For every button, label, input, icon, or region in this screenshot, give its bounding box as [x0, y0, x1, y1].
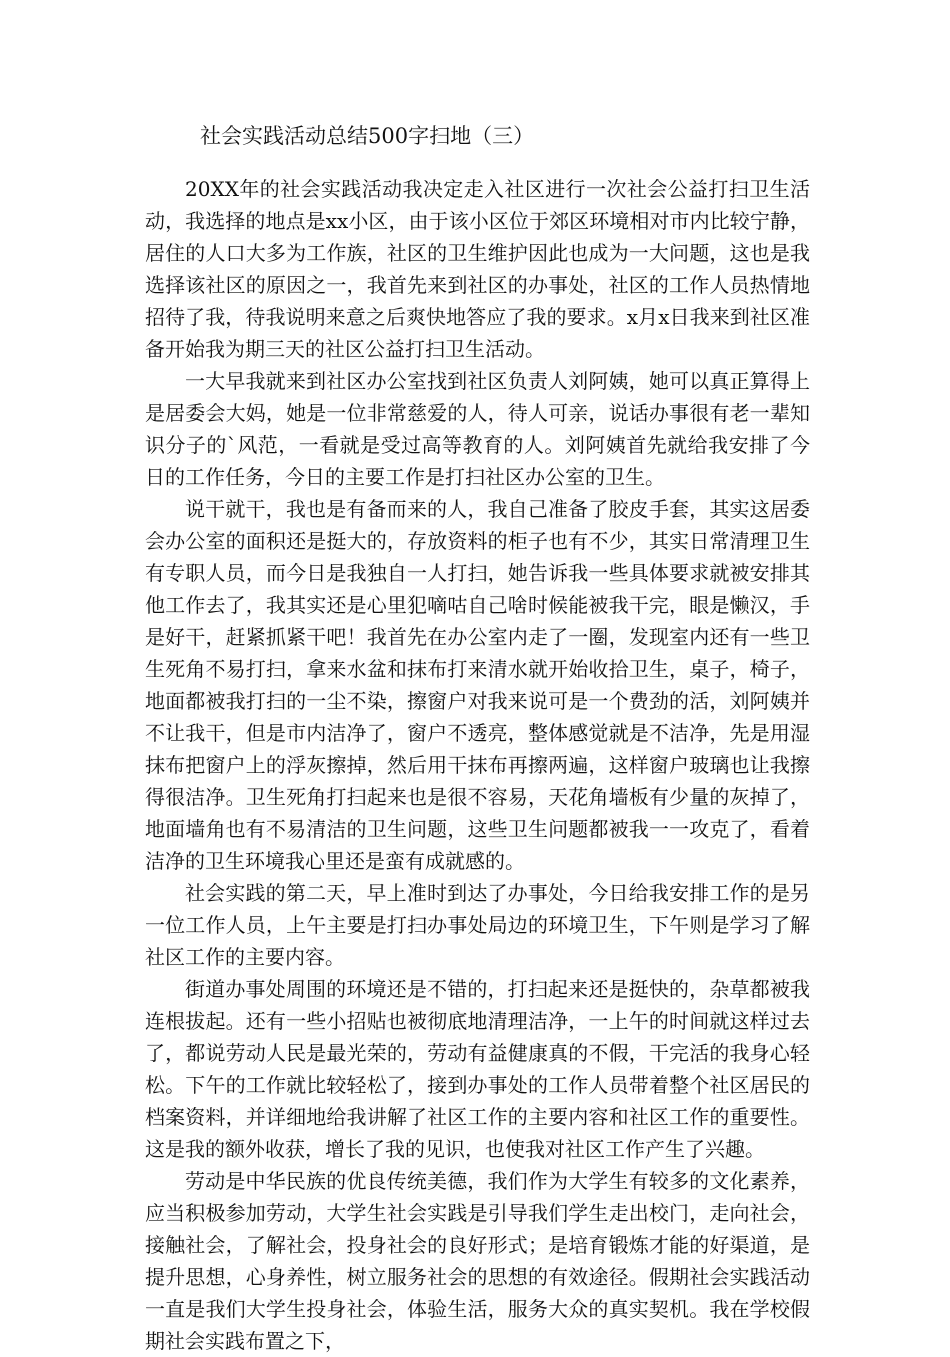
- document-title: 社会实践活动总结500字扫地（三）: [200, 124, 535, 148]
- paragraph-2: 一大早我就来到社区办公室找到社区负责人刘阿姨，她可以真正算得上是居委会大妈，她是一位非常慈爱的人，待人可亲，说话办事很有老一辈知识分子的`风范，一看就是受过高等教育的人。刘阿姨首先就给我安排了今日的工作任务，今日的主要工作是打扫社区办公室的卫生。: [145, 369, 810, 489]
- paragraph-4: 社会实践的第二天，早上准时到达了办事处，今日给我安排工作的是另一位工作人员，上午主要是打扫办事处局边的环境卫生，下午则是学习了解社区工作的主要内容。: [145, 881, 810, 969]
- paragraph-1: 20XX年的社会实践活动我决定走入社区进行一次社会公益打扫卫生活动，我选择的地点是xx小区，由于该小区位于郊区环境相对市内比较宁静，居住的人口大多为工作族，社区的卫生维护因此也成为一大问题，这也是我选择该社区的原因之一，我首先来到社区的办事处，社区的工作人员热情地招待了我，待我说明来意之后爽快地答应了我的要求。x月x日我来到社区准备开始我为期三天的社区公益打扫卫生活动。: [145, 177, 810, 361]
- document-body: [145, 173, 810, 1357]
- paragraph-3: 说干就干，我也是有备而来的人，我自己准备了胶皮手套，其实这居委会办公室的面积还是挺大的，存放资料的柜子也有不少，其实日常清理卫生有专职人员，而今日是我独自一人打扫，她告诉我一些具体要求就被安排其他工作去了，我其实还是心里犯嘀咕自己啥时候能被我干完，眼是懒汉，手是好干，赶紧抓紧干吧！我首先在办公室内走了一圈，发现室内还有一些卫生死角不易打扫，拿来水盆和抹布打来清水就开始收拾卫生，桌子，椅子，地面都被我打扫的一尘不染，擦窗户对我来说可是一个费劲的活，刘阿姨并不让我干，但是市内洁净了，窗户不透亮，整体感觉就是不洁净，先是用湿抹布把窗户上的浮灰擦掉，然后用干抹布再擦两遍，这样窗户玻璃也让我擦得很洁净。卫生死角打扫起来也是很不容易，天花角墙板有少量的灰掉了，地面墙角也有不易清洁的卫生问题，这些卫生问题都被我一一攻克了，看着洁净的卫生环境我心里还是蛮有成就感的。: [145, 497, 810, 873]
- paragraph-5: 街道办事处周围的环境还是不错的，打扫起来还是挺快的，杂草都被我连根拔起。还有一些小招贴也被彻底地清理洁净，一上午的时间就这样过去了，都说劳动人民是最光荣的，劳动有益健康真的不假，干完活的我身心轻松。下午的工作就比较轻松了，接到办事处的工作人员带着整个社区居民的档案资料，并详细地给我讲解了社区工作的主要内容和社区工作的重要性。这是我的额外收获，增长了我的见识，也使我对社区工作产生了兴趣。: [145, 977, 810, 1161]
- paragraph-6: 劳动是中华民族的优良传统美德，我们作为大学生有较多的文化素养，应当积极参加劳动，大学生社会实践是引导我们学生走出校门，走向社会，接触社会，了解社会，投身社会的良好形式；是培育锻炼才能的好渠道，是提升思想，心身养性，树立服务社会的思想的有效途径。假期社会实践活动一直是我们大学生投身社会，体验生活，服务大众的真实契机。我在学校假期社会实践布置之下，: [145, 1169, 810, 1353]
